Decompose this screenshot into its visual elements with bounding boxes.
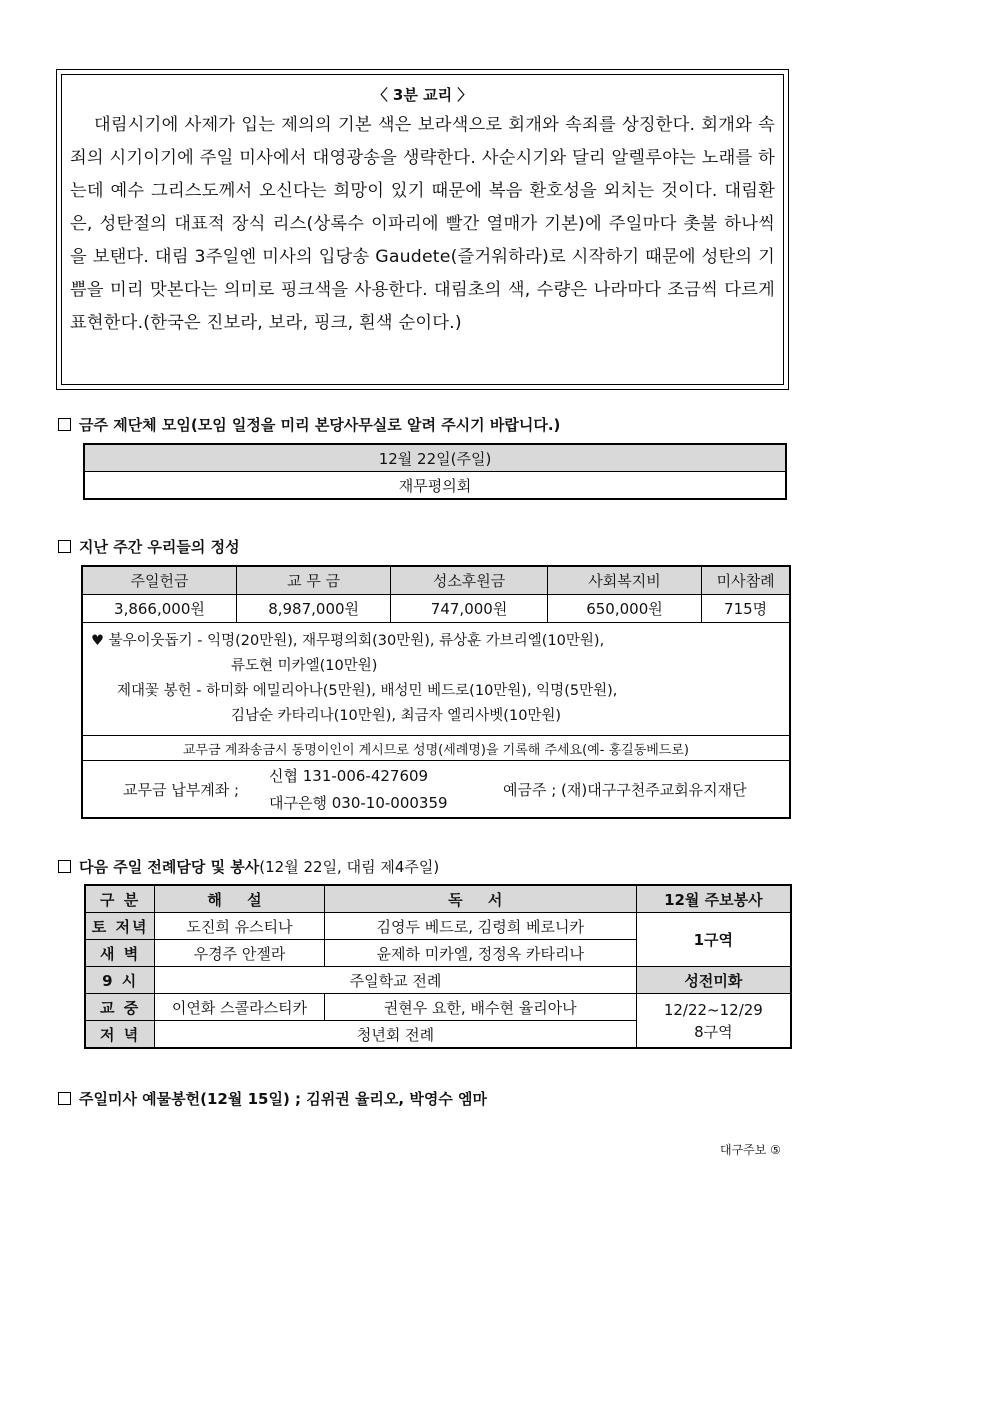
account-shinhyup: 신협 131-006-427609	[269, 767, 429, 785]
liturgy-row-label: 토 저녁	[85, 913, 155, 940]
liturgy-row-label: 새 벽	[85, 940, 155, 967]
donation-line: 류도현 미카엘(10만원)	[231, 658, 378, 674]
account-info	[82, 761, 790, 819]
liturgy-table	[84, 884, 792, 1049]
liturgy-header: 구 분	[85, 885, 155, 913]
meeting-group: 재무평의회	[84, 472, 786, 500]
liturgy-reading: 권현우 요한, 배수현 율리아나	[324, 994, 636, 1021]
liturgy-commentary: 우경주 안젤라	[155, 940, 324, 967]
account-notice: 교무금 계좌송금시 동명이인이 계시므로 성명(세례명)을 기록해 주세요(예- 홍길동베드로)	[82, 736, 790, 761]
service-area-1: 1구역	[636, 913, 791, 967]
service-area: 8구역	[694, 1022, 733, 1041]
offering-header: 성소후원금	[391, 566, 547, 595]
offerings-heading: 지난 주간 우리들의 정성	[58, 536, 240, 557]
liturgy-merged: 주일학교 전례	[155, 967, 636, 994]
offering-value: 3,866,000원	[82, 595, 236, 623]
donation-line: ♥ 불우이웃돕기 - 익명(20만원), 재무평의회(30만원), 류상훈 가브리엘(10만원),	[91, 633, 605, 649]
liturgy-commentary: 도진희 유스티나	[155, 913, 324, 940]
liturgy-header: 해 설	[155, 885, 324, 913]
account-label: 교무금 납부계좌 ;	[123, 781, 240, 799]
liturgy-header: 12월 주보봉사	[636, 885, 791, 913]
liturgy-row-label: 교 중	[85, 994, 155, 1021]
liturgy-heading: 다음 주일 전례담당 및 봉사(12월 22일, 대림 제4주일)	[58, 856, 439, 877]
offering-value: 747,000원	[391, 595, 547, 623]
donation-line: 김남순 카타리나(10만원), 최금자 엘리사벳(10만원)	[231, 708, 562, 724]
offertory-heading: 주일미사 예물봉헌(12월 15일) ; 김위권 율리오, 박영수 엠마	[58, 1088, 487, 1109]
account-holder: 예금주 ; (재)대구구천주교회유지재단	[503, 781, 747, 799]
service-date: 12/22~12/29	[663, 1000, 763, 1019]
checkbox-bullet-icon	[58, 1092, 71, 1105]
liturgy-merged: 청년회 전례	[155, 1021, 636, 1049]
liturgy-commentary: 이연화 스콜라스티카	[155, 994, 324, 1021]
liturgy-row-label: 저 녁	[85, 1021, 155, 1049]
account-daegu-bank: 대구은행 030-10-000359	[269, 794, 448, 812]
meetings-table	[83, 443, 787, 500]
donation-notes	[82, 623, 790, 736]
doctrine-box	[56, 69, 789, 390]
offering-header: 미사참례	[702, 566, 790, 595]
doctrine-title: 〈 3분 교리 〉	[372, 86, 473, 104]
liturgy-reading: 윤제하 미카엘, 정정옥 카타리나	[324, 940, 636, 967]
offering-header: 사회복지비	[547, 566, 701, 595]
meetings-heading: 금주 제단체 모임(모임 일정을 미리 본당사무실로 알려 주시기 바랍니다.)	[58, 414, 560, 435]
offering-value: 715명	[702, 595, 790, 623]
liturgy-row-label: 9 시	[85, 967, 155, 994]
checkbox-bullet-icon	[58, 860, 71, 873]
meeting-date: 12월 22일(주일)	[84, 444, 786, 472]
offering-header: 주일헌금	[82, 566, 236, 595]
page-footer: 대구주보 ⑤	[720, 1143, 781, 1157]
service-header-2: 성전미화	[636, 967, 791, 994]
liturgy-header: 독 서	[324, 885, 636, 913]
offering-header: 교 무 금	[236, 566, 390, 595]
offering-value: 650,000원	[547, 595, 701, 623]
checkbox-bullet-icon	[58, 418, 71, 431]
doctrine-text: 대림시기에 사제가 입는 제의의 기본 색은 보라색으로 회개와 속죄를 상징한다. 회개와 속죄의 시기이기에 주일 미사에서 대영광송을 생략한다. 사순시기와 달리 알렐루야는 노래를 하는데 예수 그리스도께서 오신다는 희망이 있기 때문에 복음 환호성을 외치는 것이다. 대림환은, 성탄절의 대표적 장식 리스(상록수 이파리에 빨간 열매가 기본)에 주일마다 촛불 하나씩을 보탠다. 대림 3주일엔 미사의 입당송 Gaudete(즐거워하라)로 시작하기 때문에 성탄의 기쁨을 미리 맛본다는 의미로 핑크색을 사용한다. 대림초의 색, 수량은 나라마다 조금씩 다르게 표현한다.(한국은 진보라, 보라, 핑크, 흰색 순이다.)	[70, 115, 775, 333]
liturgy-reading: 김영두 베드로, 김령희 베로니카	[324, 913, 636, 940]
service-area-2	[636, 994, 791, 1049]
donation-line: 제대꽃 봉헌 - 하미화 에밀리아나(5만원), 배성민 베드로(10만원), 익명(5만원),	[117, 683, 618, 699]
offerings-table	[81, 565, 791, 819]
checkbox-bullet-icon	[58, 540, 71, 553]
offering-value: 8,987,000원	[236, 595, 390, 623]
